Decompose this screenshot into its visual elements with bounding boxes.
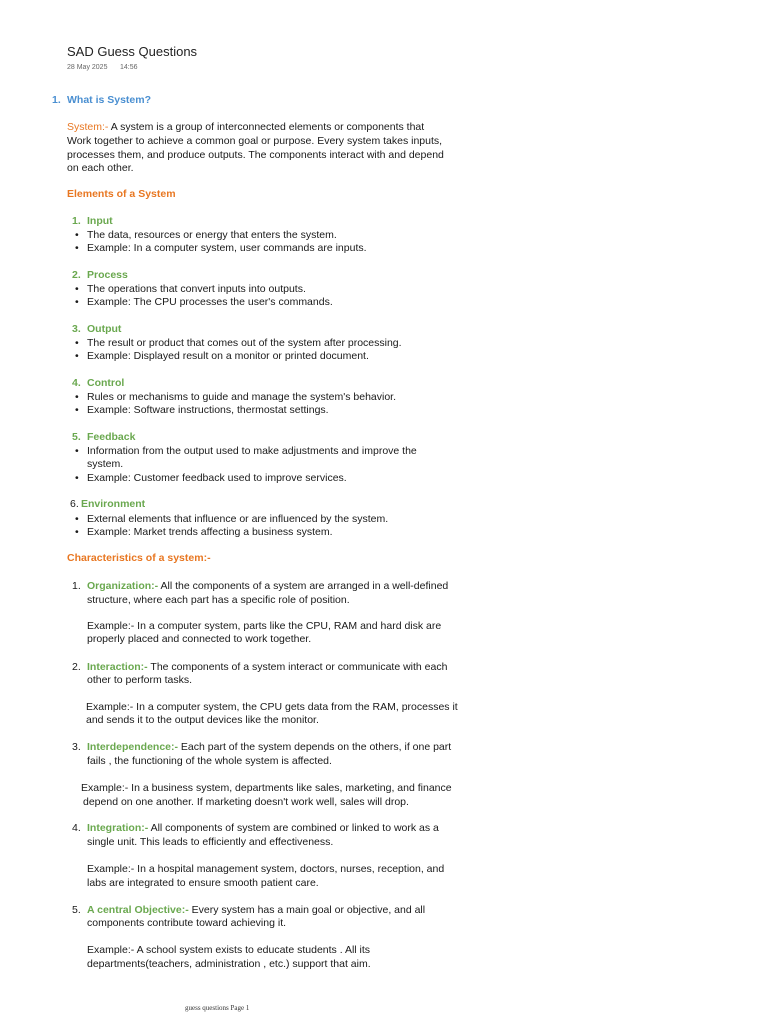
system-definition-line-2: Work together to achieve a common goal or purpose. Every system takes inputs, [67, 135, 443, 147]
characteristic-number: 2. [72, 661, 81, 673]
element-bullet: • Example: Customer feedback used to improve services. [87, 472, 347, 485]
system-definition-line-4: on each other. [67, 162, 134, 174]
system-definition-line-1 [67, 121, 424, 134]
element-bullet: • The data, resources or energy that enters the system. [87, 229, 337, 242]
characteristic-label-integration: Integration:- [87, 822, 149, 834]
element-label-control: Control [87, 377, 125, 389]
page-title: SAD Guess Questions [67, 44, 198, 59]
element-number: 5. [72, 431, 81, 443]
characteristic-text: other to perform tasks. [87, 674, 193, 686]
characteristic-interaction-line-1 [87, 661, 447, 674]
element-number: 3. [72, 323, 81, 335]
page-time: 14:56 [120, 64, 138, 71]
characteristic-example: depend on one another. If marketing doesn't work well, sales will drop. [83, 796, 409, 808]
characteristic-example: Example:- In a business system, departments like sales, marketing, and finance [81, 782, 452, 794]
element-bullet: • Example: Displayed result on a monitor or printed document. [87, 350, 369, 363]
elements-heading: Elements of a System [67, 188, 176, 200]
q1-number: 1. [52, 94, 61, 106]
characteristic-example: departments(teachers, administration , etc.) support that aim. [87, 958, 371, 970]
element-number: 4. [72, 377, 81, 389]
element-bullet: • Example: Software instructions, thermostat settings. [87, 404, 329, 417]
characteristic-number: 5. [72, 904, 81, 916]
characteristic-text: Each part of the system depends on the others, if one part [178, 741, 452, 753]
characteristic-example: labs are integrated to ensure smooth patient care. [87, 877, 319, 889]
element-bullet: • Example: The CPU processes the user's commands. [87, 296, 333, 309]
element-label-process: Process [87, 269, 128, 281]
element-bullet: • The operations that convert inputs into outputs. [87, 283, 306, 296]
characteristic-label-interaction: Interaction:- [87, 661, 148, 673]
system-definition-text: A system is a group of interconnected elements or components that [108, 121, 425, 133]
characteristic-label-interdependence: Interdependence:- [87, 741, 179, 753]
characteristic-text: single unit. This leads to efficiently and effectiveness. [87, 836, 334, 848]
characteristic-example: properly placed and connected to work together. [87, 633, 312, 645]
characteristic-integration-line-1 [87, 822, 439, 835]
characteristic-text: All the components of a system are arranged in a well-defined [158, 580, 449, 592]
element-bullet: • Rules or mechanisms to guide and manage the system's behavior. [87, 391, 396, 404]
characteristic-example: Example:- A school system exists to educate students . All its [87, 944, 371, 956]
element-number: 1. [72, 215, 81, 227]
characteristic-organization-line-1 [87, 580, 448, 593]
characteristic-text: The components of a system interact or communicate with each [147, 661, 448, 673]
element-number: 6. [70, 498, 79, 510]
element-bullet-continuation: system. [87, 458, 124, 470]
element-bullet: • The result or product that comes out of the system after processing. [87, 337, 402, 350]
characteristic-text: All components of system are combined or linked to work as a [148, 822, 439, 834]
element-bullet: • Example: Market trends affecting a business system. [87, 526, 333, 539]
characteristic-label-organization: Organization:- [87, 580, 159, 592]
characteristic-objective-line-1 [87, 904, 425, 917]
element-label-input: Input [87, 215, 113, 227]
characteristic-text: Every system has a main goal or objective, and all [188, 904, 426, 916]
system-definition-label: System:- [67, 121, 109, 133]
page-footer: guess questions Page 1 [185, 1004, 250, 1012]
characteristic-example: and sends it to the output devices like the monitor. [86, 714, 319, 726]
page-date: 28 May 2025 [67, 64, 108, 71]
characteristics-heading: Characteristics of a system:- [67, 552, 211, 564]
characteristic-example: Example:- In a computer system, the CPU gets data from the RAM, processes it [86, 701, 458, 713]
characteristic-text: components contribute toward achieving it. [87, 917, 287, 929]
element-label-environment: Environment [81, 498, 146, 510]
element-bullet: • Information from the output used to make adjustments and improve the [87, 445, 417, 458]
characteristic-number: 4. [72, 822, 81, 834]
element-label-feedback: Feedback [87, 431, 136, 443]
element-bullet: • Example: In a computer system, user commands are inputs. [87, 242, 367, 255]
characteristic-interdependence-line-1 [87, 741, 451, 754]
element-label-output: Output [87, 323, 122, 335]
characteristic-number: 3. [72, 741, 81, 753]
element-bullet: • External elements that influence or are influenced by the system. [87, 513, 388, 526]
characteristic-number: 1. [72, 580, 81, 592]
characteristic-text: fails , the functioning of the whole system is affected. [87, 755, 332, 767]
characteristic-label-central-objective: A central Objective:- [87, 904, 189, 916]
characteristic-text: structure, where each part has a specific role of position. [87, 594, 350, 606]
q1-heading: What is System? [67, 94, 152, 106]
characteristic-example: Example:- In a hospital management system, doctors, nurses, reception, and [87, 863, 445, 875]
characteristic-example: Example:- In a computer system, parts like the CPU, RAM and hard disk are [87, 620, 442, 632]
system-definition-line-3: processes them, and produce outputs. The components interact with and depend [67, 149, 444, 161]
element-number: 2. [72, 269, 81, 281]
